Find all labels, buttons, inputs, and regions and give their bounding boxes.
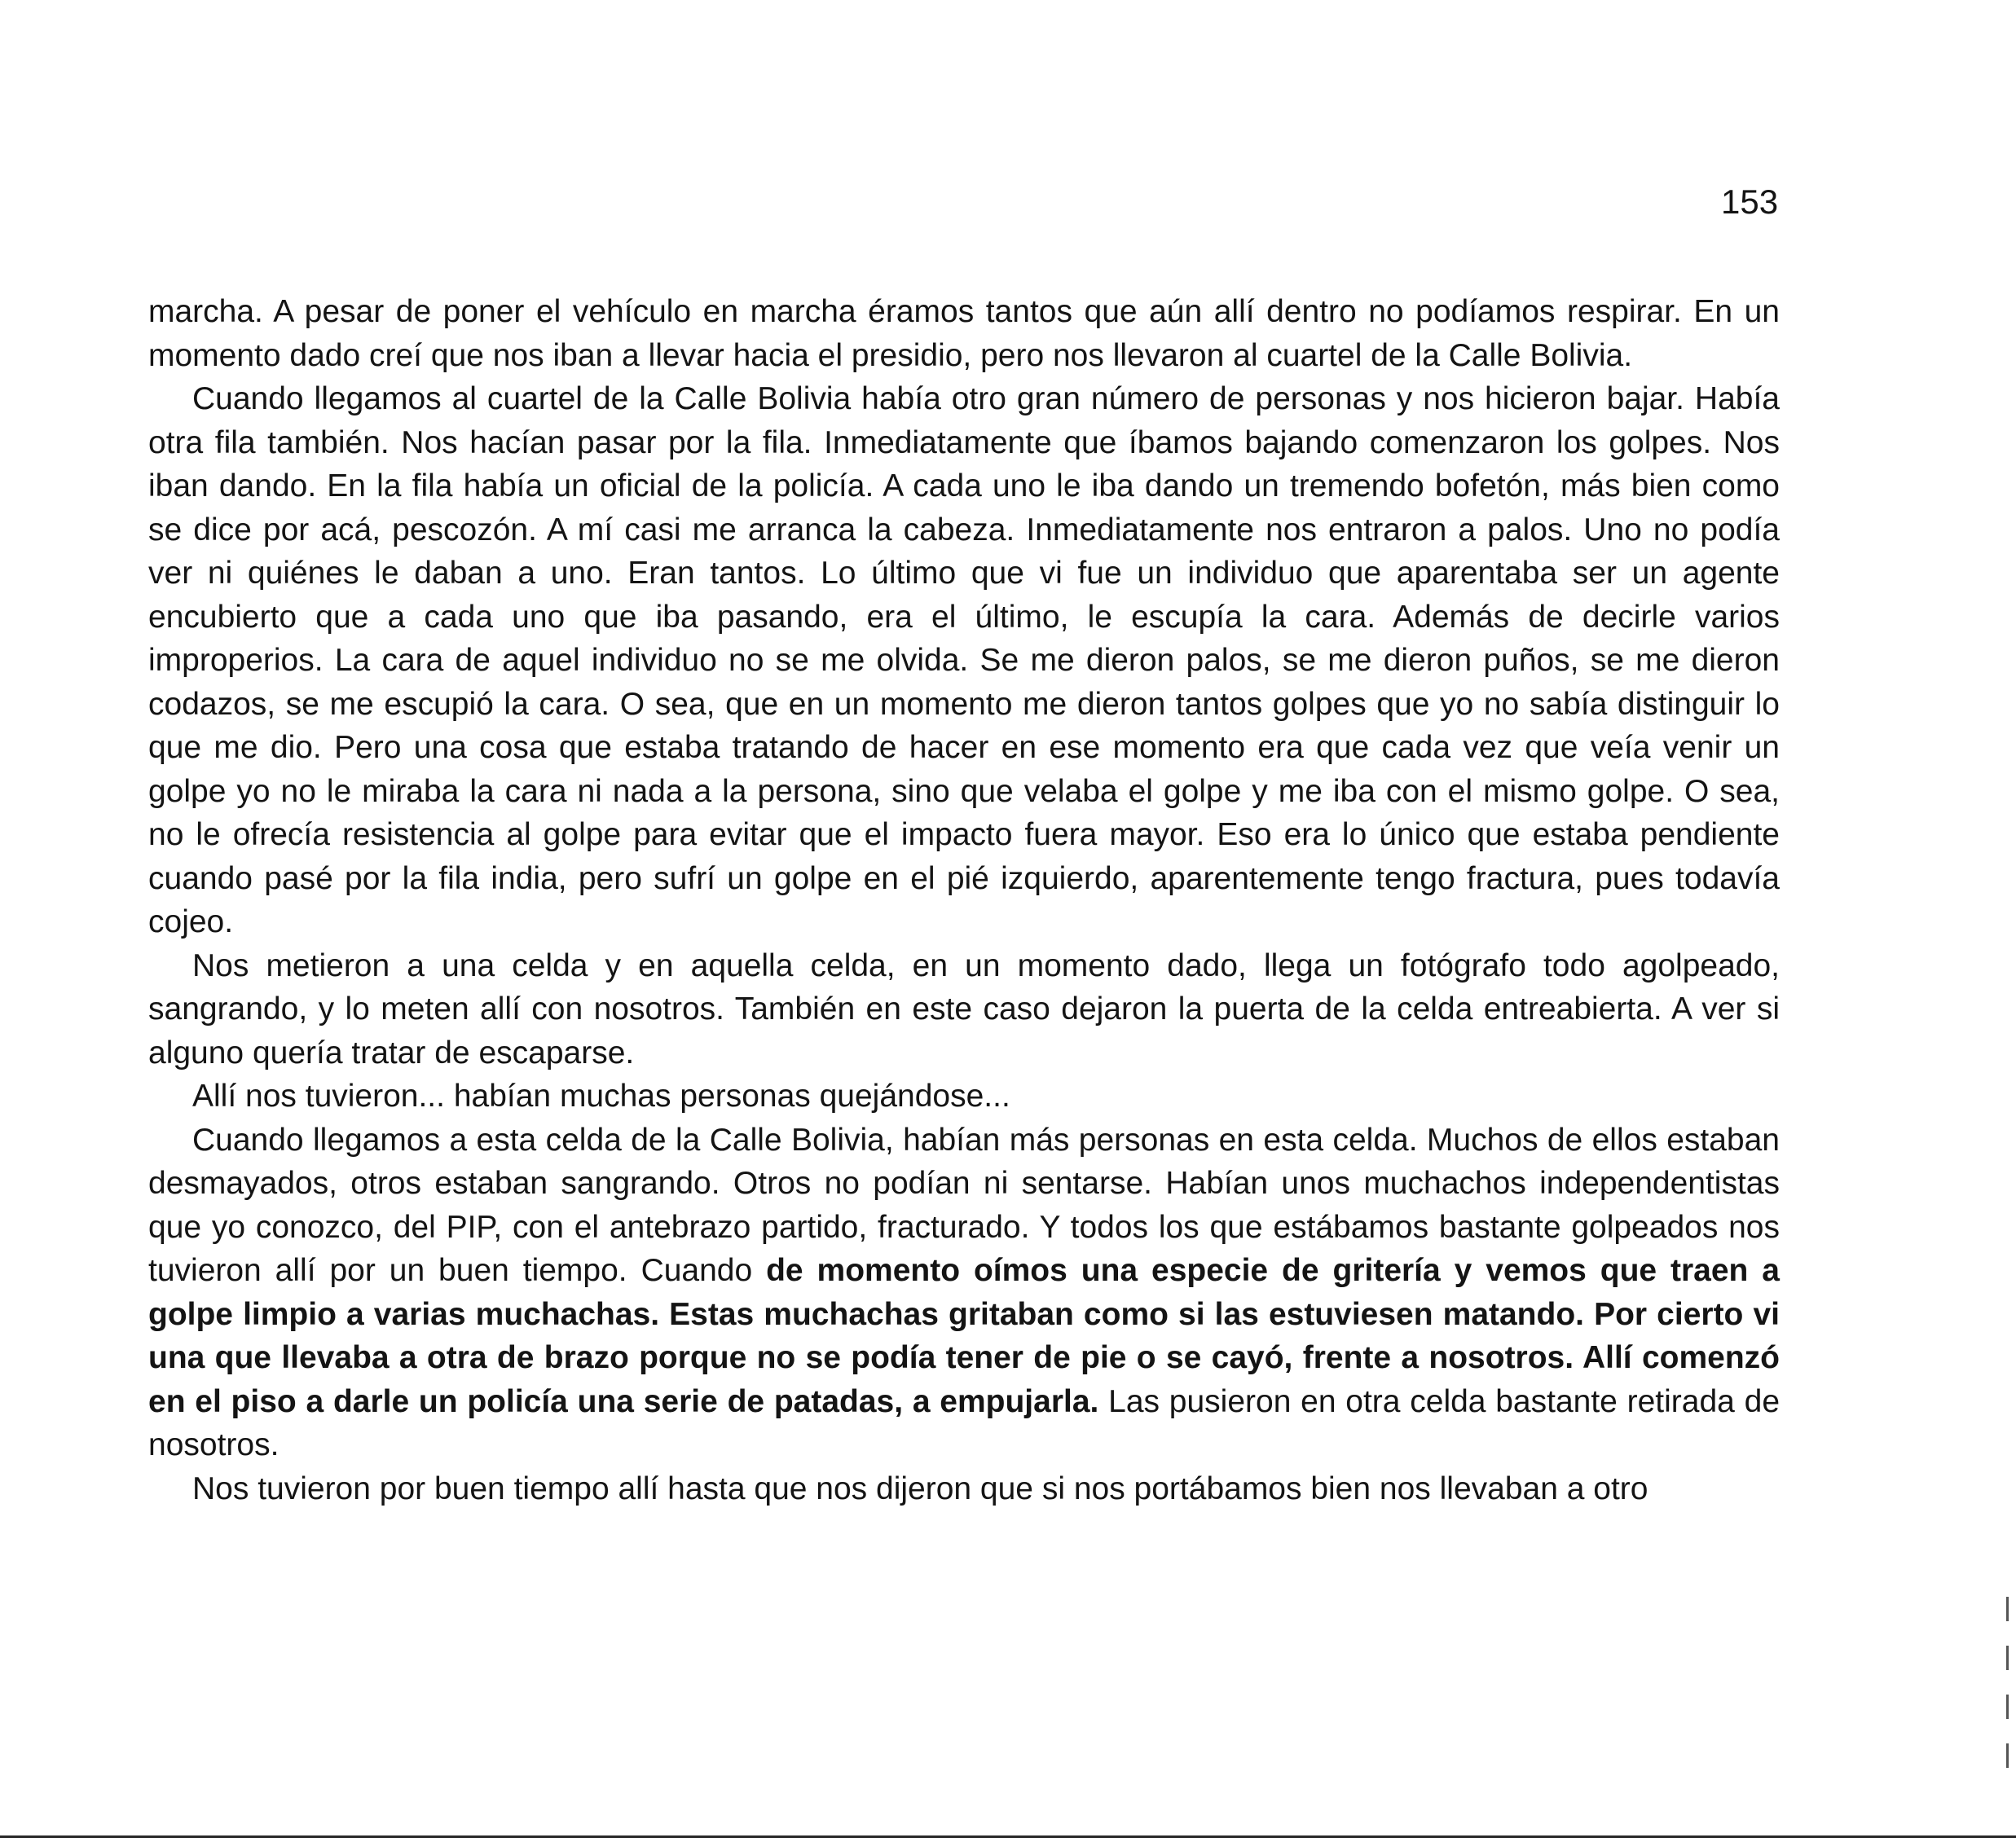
page-bottom-edge [0,1835,2016,1838]
paragraph: Cuando llegamos al cuartel de la Calle Bolivia había otro gran número de personas y nos hicieron bajar. Había otra fila también. Nos hacían pasar por la fila. Inmediatamente que íbamos bajando comenzaron los golpes. Nos iban dando. En la fila había un oficial de la policía. A cada uno le iba dando un tremendo bofetón, más bien como se dice por acá, pescozón. A mí casi me arranca la cabeza. Inmediatamente nos entraron a palos. Uno no podía ver ni quiénes le daban a uno. Eran tantos. Lo último que vi fue un individuo que aparentaba ser un agente encubierto que a cada uno que iba pasando, era el último, le escupía la cara. Además de decirle varios improperios. La cara de aquel individuo no se me olvida. Se me dieron palos, se me dieron puños, se me dieron codazos, se me escupió la cara. O sea, que en un momento me dieron tantos golpes que yo no sabía distinguir lo que me dio. Pero una cosa que estaba tratando de hacer en ese momento era que cada vez que veía venir un golpe yo no le miraba la cara ni nada a la persona, sino que velaba el golpe y me iba con el mismo golpe. O sea, no le ofrecía resistencia al golpe para evitar que el impacto fuera mayor. Eso era lo único que estaba pendiente cuando pasé por la fila india, pero sufrí un golpe en el pié izquierdo, aparentemente tengo fractura, pues todavía cojeo. [148,381,1780,939]
paragraph: Allí nos tuvieron... habían muchas personas quejándose... [192,1079,1010,1114]
page-number: 153 [1721,182,1779,221]
scan-edge-marks [2006,1597,2009,1776]
bold-passage: de momento oímos una especie de gritería y vemos que traen a golpe limpio a varias muchachas. Estas muchachas gritaban como si las estuviesen matando. Por cierto vi una que llevaba a otra de brazo porque no se podía tener de pie o se cayó, frente a nosotros. Allí comenzó en el piso a darle un policía una serie de patadas, a empujarla. [148,1253,1780,1419]
paragraph: Nos metieron a una celda y en aquella celda, en un momento dado, llega un fotógrafo todo agolpeado, sangrando, y lo meten allí con nosotros. También en este caso dejaron la puerta de la celda entreabierta. A ver si alguno quería tratar de escaparse. [148,947,1780,1070]
paragraph: Nos tuvieron por buen tiempo allí hasta que nos dijeron que si nos portábamos bien nos llevaban a otro [192,1471,1648,1506]
paragraph-text: Cuando llegamos a esta celda de la Calle Bolivia, habían más personas en esta celda. Muchos de ellos estaban desmayados, otros estaban sangrando. Otros no podían ni sentarse. Habían unos muchachos independentistas que yo conozco, del PIP, con el antebrazo partido, fracturado. Y todos los que estábamos bastante golpeados nos tuvieron allí por un buen tiempo. Cuando [148,1122,1780,1288]
body-text [148,290,1780,1510]
paragraph: marcha. A pesar de poner el vehículo en marcha éramos tantos que aún allí dentro no podíamos respirar. En un momento dado creí que nos iban a llevar hacia el presidio, pero nos llevaron al cuartel de la Calle Bolivia. [148,294,1780,373]
paragraph-with-bold [148,1119,1780,1467]
paragraph-text-after: Las pusieron en otra celda bastante retirada de nosotros. [148,1383,1781,1462]
